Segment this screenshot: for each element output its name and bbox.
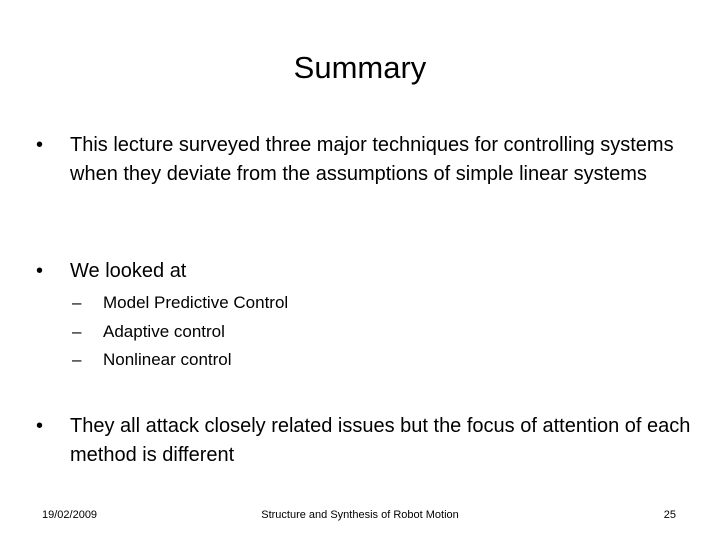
sub-bullet-item	[72, 318, 632, 347]
sub-bullet-marker: –	[72, 293, 82, 312]
slide-title: Summary	[293, 50, 427, 85]
sub-bullet-item	[72, 346, 632, 375]
bullet-item	[36, 131, 696, 189]
page-number: 25	[663, 509, 676, 521]
bullet-text: This lecture surveyed three major techniques for controlling systems when they deviate from the assumptions of simple linear systems	[70, 134, 674, 185]
sub-bullet-list	[72, 289, 632, 375]
sub-bullet-text: Model Predictive Control	[103, 293, 289, 312]
bullet-text: We looked at	[70, 260, 187, 282]
bullet-item	[36, 412, 696, 470]
bullet-marker: •	[36, 415, 44, 437]
sub-bullet-marker: –	[72, 321, 82, 341]
footer-title: Structure and Synthesis of Robot Motion	[261, 509, 459, 521]
sub-bullet-text: Adaptive control	[103, 321, 225, 341]
bullet-marker: •	[36, 260, 44, 282]
sub-bullet-marker: –	[72, 350, 82, 369]
sub-bullet-text: Nonlinear control	[103, 350, 232, 369]
bullet-marker: •	[36, 134, 44, 156]
bullet-item	[36, 257, 696, 286]
sub-bullet-item	[72, 289, 632, 318]
bullet-text: They all attack closely related issues but the focus of attention of each method is different	[70, 415, 691, 466]
footer-date: 19/02/2009	[42, 509, 98, 521]
